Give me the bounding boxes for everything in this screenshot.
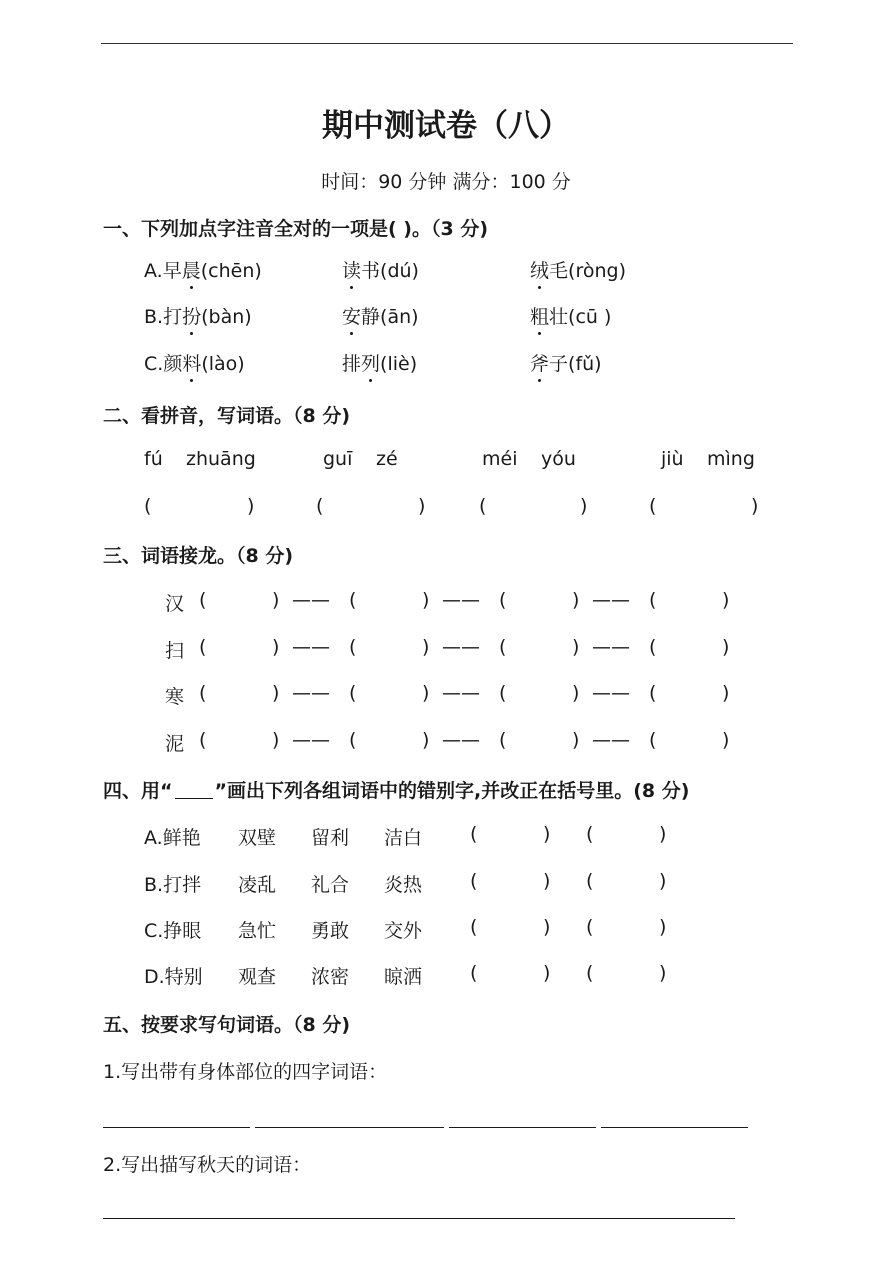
pinyin-syllable: guī: [323, 448, 353, 470]
correction-paren-right[interactable]: ): [659, 962, 667, 984]
chain-paren-left[interactable]: (: [349, 589, 357, 611]
top-rule: [101, 43, 793, 44]
word-item[interactable]: 炎热: [384, 874, 423, 896]
chain-paren-right[interactable]: ): [272, 729, 280, 751]
char: 绒: [530, 256, 549, 283]
exam-info: 时间：90 分钟 满分：100 分: [321, 171, 571, 193]
question-2: 2.写出描写秋天的词语：: [103, 1154, 312, 1176]
char: 颜: [163, 353, 183, 375]
chain-paren-right[interactable]: ): [422, 729, 430, 751]
chain-dash: ——: [592, 589, 630, 611]
word-item[interactable]: A.鲜艳: [144, 827, 201, 849]
answer-line-1a[interactable]: [103, 1127, 250, 1128]
correction-paren-left[interactable]: (: [586, 870, 594, 892]
answer-line-1d[interactable]: [601, 1127, 748, 1128]
chain-start-char: 汉: [165, 593, 185, 615]
word-item[interactable]: 观查: [238, 966, 277, 988]
chain-paren-right[interactable]: ): [722, 682, 730, 704]
answer-paren-right[interactable]: ): [418, 495, 426, 517]
chain-paren-left[interactable]: (: [499, 682, 507, 704]
option-item: [342, 349, 417, 376]
chain-dash: ——: [442, 636, 480, 658]
word-item[interactable]: C.挣眼: [144, 920, 202, 942]
pinyin-syllable: méi: [482, 448, 518, 470]
correction-paren-right[interactable]: ): [543, 870, 551, 892]
chain-paren-right[interactable]: ): [422, 589, 430, 611]
chain-dash: ——: [592, 729, 630, 751]
answer-paren-left[interactable]: (: [479, 495, 487, 517]
chain-dash: ——: [592, 636, 630, 658]
correction-paren-left[interactable]: (: [470, 870, 478, 892]
char: 料: [182, 349, 201, 376]
char: 排: [342, 353, 362, 375]
char: 打: [163, 306, 183, 328]
pinyin-syllable: zé: [376, 448, 398, 470]
correction-paren-left[interactable]: (: [586, 962, 594, 984]
pinyin-annotation: (lào): [201, 353, 245, 375]
char: 子: [549, 353, 569, 375]
char: 安: [342, 302, 361, 329]
answer-paren-right[interactable]: ): [247, 495, 255, 517]
chain-paren-left[interactable]: (: [649, 589, 657, 611]
pinyin-annotation: (liè): [380, 353, 418, 375]
char: 壮: [549, 306, 569, 328]
pinyin-annotation: (fǔ): [568, 353, 602, 375]
chain-dash: ——: [292, 729, 330, 751]
section-4-heading: [103, 776, 689, 803]
section-1-heading: 一、下列加点字注音全对的一项是( )。（3 分): [103, 218, 489, 240]
chain-dash: ——: [292, 589, 330, 611]
correction-paren-right[interactable]: ): [659, 823, 667, 845]
word-item[interactable]: 浓密: [311, 966, 350, 988]
word-item[interactable]: 洁白: [384, 827, 423, 849]
chain-dash: ——: [442, 729, 480, 751]
chain-start-char: 寒: [165, 686, 185, 708]
chain-paren-right[interactable]: ): [272, 589, 280, 611]
page-title: 期中测试卷（八）: [322, 108, 570, 144]
word-item[interactable]: 礼合: [311, 874, 350, 896]
section-3-heading: 三、词语接龙。（8 分): [103, 545, 294, 567]
correction-paren-right[interactable]: ): [543, 823, 551, 845]
chain-paren-left[interactable]: (: [649, 729, 657, 751]
chain-paren-right[interactable]: ): [422, 636, 430, 658]
pinyin-annotation: (chēn): [200, 260, 262, 282]
chain-paren-right[interactable]: ): [572, 636, 580, 658]
section-5-heading: 五、按要求写句词语。（8 分): [103, 1014, 351, 1036]
chain-paren-right[interactable]: ): [722, 729, 730, 751]
answer-paren-right[interactable]: ): [751, 495, 759, 517]
pinyin-syllable: yóu: [541, 448, 576, 470]
chain-paren-left[interactable]: (: [649, 636, 657, 658]
chain-paren-left[interactable]: (: [199, 589, 207, 611]
char: 静: [361, 306, 381, 328]
word-item[interactable]: 急忙: [238, 920, 277, 942]
chain-dash: ——: [292, 682, 330, 704]
answer-paren-left[interactable]: (: [649, 495, 657, 517]
chain-paren-right[interactable]: ): [272, 682, 280, 704]
chain-start-char: 泥: [165, 733, 185, 755]
pinyin-syllable: jiù: [661, 448, 684, 470]
option-item: [342, 256, 419, 283]
char: 毛: [549, 260, 569, 282]
correction-paren-right[interactable]: ): [659, 916, 667, 938]
correction-paren-left[interactable]: (: [586, 916, 594, 938]
correction-paren-left[interactable]: (: [586, 823, 594, 845]
correction-paren-right[interactable]: ): [543, 962, 551, 984]
chain-paren-left[interactable]: (: [349, 729, 357, 751]
word-item[interactable]: 勇敢: [311, 920, 350, 942]
section-4-heading-end: ”画出下列各组词语中的错别字,并改正在括号里。(8 分): [214, 780, 690, 802]
option-item: [144, 256, 262, 283]
chain-paren-right[interactable]: ): [272, 636, 280, 658]
section-2-heading: 二、看拼音，写词语。（8 分): [103, 405, 351, 427]
answer-paren-right[interactable]: ): [580, 495, 588, 517]
section-4-heading-start: 四、用“: [103, 780, 173, 802]
correction-paren-right[interactable]: ): [543, 916, 551, 938]
char: 早: [162, 260, 182, 282]
word-item[interactable]: 凌乱: [238, 874, 277, 896]
option-item: [144, 349, 245, 376]
pinyin-syllable: zhuāng: [186, 448, 256, 470]
word-item[interactable]: B.打拌: [144, 874, 202, 896]
chain-paren-right[interactable]: ): [572, 682, 580, 704]
chain-paren-left[interactable]: (: [199, 682, 207, 704]
chain-start-char: 扫: [165, 640, 185, 662]
char: 扮: [182, 302, 201, 329]
answer-line-2[interactable]: [103, 1218, 735, 1219]
chain-paren-left[interactable]: (: [649, 682, 657, 704]
chain-dash: ——: [292, 636, 330, 658]
option-letter: C.: [144, 353, 164, 375]
pinyin-syllable: mìng: [707, 448, 755, 470]
chain-paren-left[interactable]: (: [349, 636, 357, 658]
chain-paren-left[interactable]: (: [499, 729, 507, 751]
chain-dash: ——: [592, 682, 630, 704]
option-item: [342, 302, 419, 329]
option-letter: B.: [144, 306, 164, 328]
correction-paren-left[interactable]: (: [470, 962, 478, 984]
pinyin-annotation: (bàn): [201, 306, 252, 328]
option-item: [530, 349, 602, 376]
answer-paren-left[interactable]: (: [316, 495, 324, 517]
answer-line-1b[interactable]: [255, 1127, 444, 1128]
option-item: [530, 256, 626, 283]
word-item[interactable]: 双壁: [238, 827, 277, 849]
pinyin-syllable: fú: [144, 448, 163, 470]
chain-paren-right[interactable]: ): [422, 682, 430, 704]
word-item[interactable]: 晾洒: [384, 966, 423, 988]
pinyin-annotation: (ròng): [568, 260, 626, 282]
word-item[interactable]: D.特别: [144, 966, 203, 988]
word-item[interactable]: 留利: [311, 827, 350, 849]
pinyin-annotation: (cū ): [568, 306, 612, 328]
underline-sample: [175, 784, 213, 799]
question-1: 1.写出带有身体部位的四字词语：: [103, 1061, 388, 1083]
answer-line-1c[interactable]: [449, 1127, 596, 1128]
word-item[interactable]: 交外: [384, 920, 423, 942]
char: 晨: [182, 256, 201, 283]
char: 列: [361, 349, 380, 376]
correction-paren-left[interactable]: (: [470, 823, 478, 845]
answer-paren-left[interactable]: (: [144, 495, 152, 517]
chain-paren-left[interactable]: (: [499, 636, 507, 658]
chain-paren-left[interactable]: (: [349, 682, 357, 704]
option-letter: A.: [144, 260, 163, 282]
char: 书: [361, 260, 381, 282]
chain-paren-right[interactable]: ): [722, 636, 730, 658]
char: 读: [342, 256, 361, 283]
chain-paren-right[interactable]: ): [722, 589, 730, 611]
pinyin-annotation: (dú): [380, 260, 419, 282]
chain-paren-left[interactable]: (: [199, 636, 207, 658]
char: 斧: [530, 349, 549, 376]
chain-paren-left[interactable]: (: [199, 729, 207, 751]
chain-paren-right[interactable]: ): [572, 729, 580, 751]
pinyin-annotation: (ān): [380, 306, 419, 328]
option-item: [144, 302, 252, 329]
chain-dash: ——: [442, 682, 480, 704]
option-item: [530, 302, 611, 329]
chain-paren-left[interactable]: (: [499, 589, 507, 611]
correction-paren-left[interactable]: (: [470, 916, 478, 938]
chain-paren-right[interactable]: ): [572, 589, 580, 611]
char: 粗: [530, 302, 549, 329]
correction-paren-right[interactable]: ): [659, 870, 667, 892]
chain-dash: ——: [442, 589, 480, 611]
